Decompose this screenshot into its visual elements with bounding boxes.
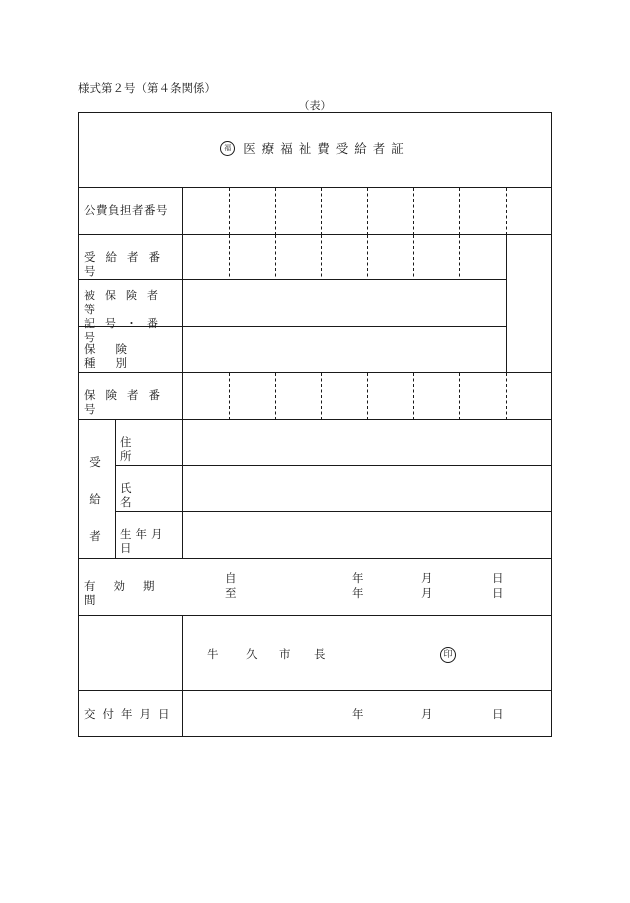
period-to-day: 日 bbox=[492, 586, 504, 600]
seal-mark bbox=[440, 646, 456, 663]
insured-symbol-label bbox=[84, 289, 177, 345]
welfare-mark-icon: 福 bbox=[220, 141, 235, 156]
insured-symbol-line2: 記号・番号 bbox=[84, 317, 168, 344]
period-to-month: 月 bbox=[421, 586, 433, 600]
seal-icon: 印 bbox=[440, 647, 456, 663]
period-from-month: 月 bbox=[421, 571, 433, 585]
certificate-form bbox=[78, 112, 552, 737]
form-title-text: 医療福祉費受給者証 bbox=[243, 141, 410, 156]
validity-period-label: 有効期間 bbox=[84, 579, 173, 607]
recipient-group-label: 受給者 bbox=[89, 455, 101, 543]
issuer-char-4: 長 bbox=[314, 647, 326, 661]
birth-date-label: 生年月日 bbox=[120, 527, 167, 555]
period-from-year: 年 bbox=[352, 571, 364, 585]
form-number-label: 様式第２号（第４条関係） bbox=[78, 81, 216, 95]
period-from: 自 bbox=[225, 571, 237, 585]
form-title bbox=[78, 142, 552, 157]
issue-date-label: 交付年月日 bbox=[84, 707, 177, 721]
side-label: （表） bbox=[298, 99, 332, 112]
issue-day: 日 bbox=[492, 707, 504, 721]
period-to-year: 年 bbox=[352, 586, 364, 600]
payer-number-label: 公費負担者番号 bbox=[84, 203, 168, 217]
insurance-type-label: 保険種別 bbox=[84, 342, 147, 370]
name-label: 氏名 bbox=[120, 481, 164, 509]
insured-symbol-line1: 被保険者等 bbox=[84, 289, 168, 316]
period-from-day: 日 bbox=[492, 571, 504, 585]
recipient-number-label: 受給者番号 bbox=[84, 250, 170, 278]
issuer-char-1: 牛 bbox=[207, 647, 219, 661]
issue-year: 年 bbox=[352, 707, 364, 721]
issuer-char-2: 久 bbox=[246, 647, 258, 661]
issue-month: 月 bbox=[421, 707, 433, 721]
address-label: 住所 bbox=[120, 435, 164, 463]
digit-dividers bbox=[230, 188, 507, 419]
issuer-char-3: 市 bbox=[279, 647, 291, 661]
insurer-number-label: 保険者番号 bbox=[84, 388, 170, 416]
period-to: 至 bbox=[225, 586, 237, 600]
